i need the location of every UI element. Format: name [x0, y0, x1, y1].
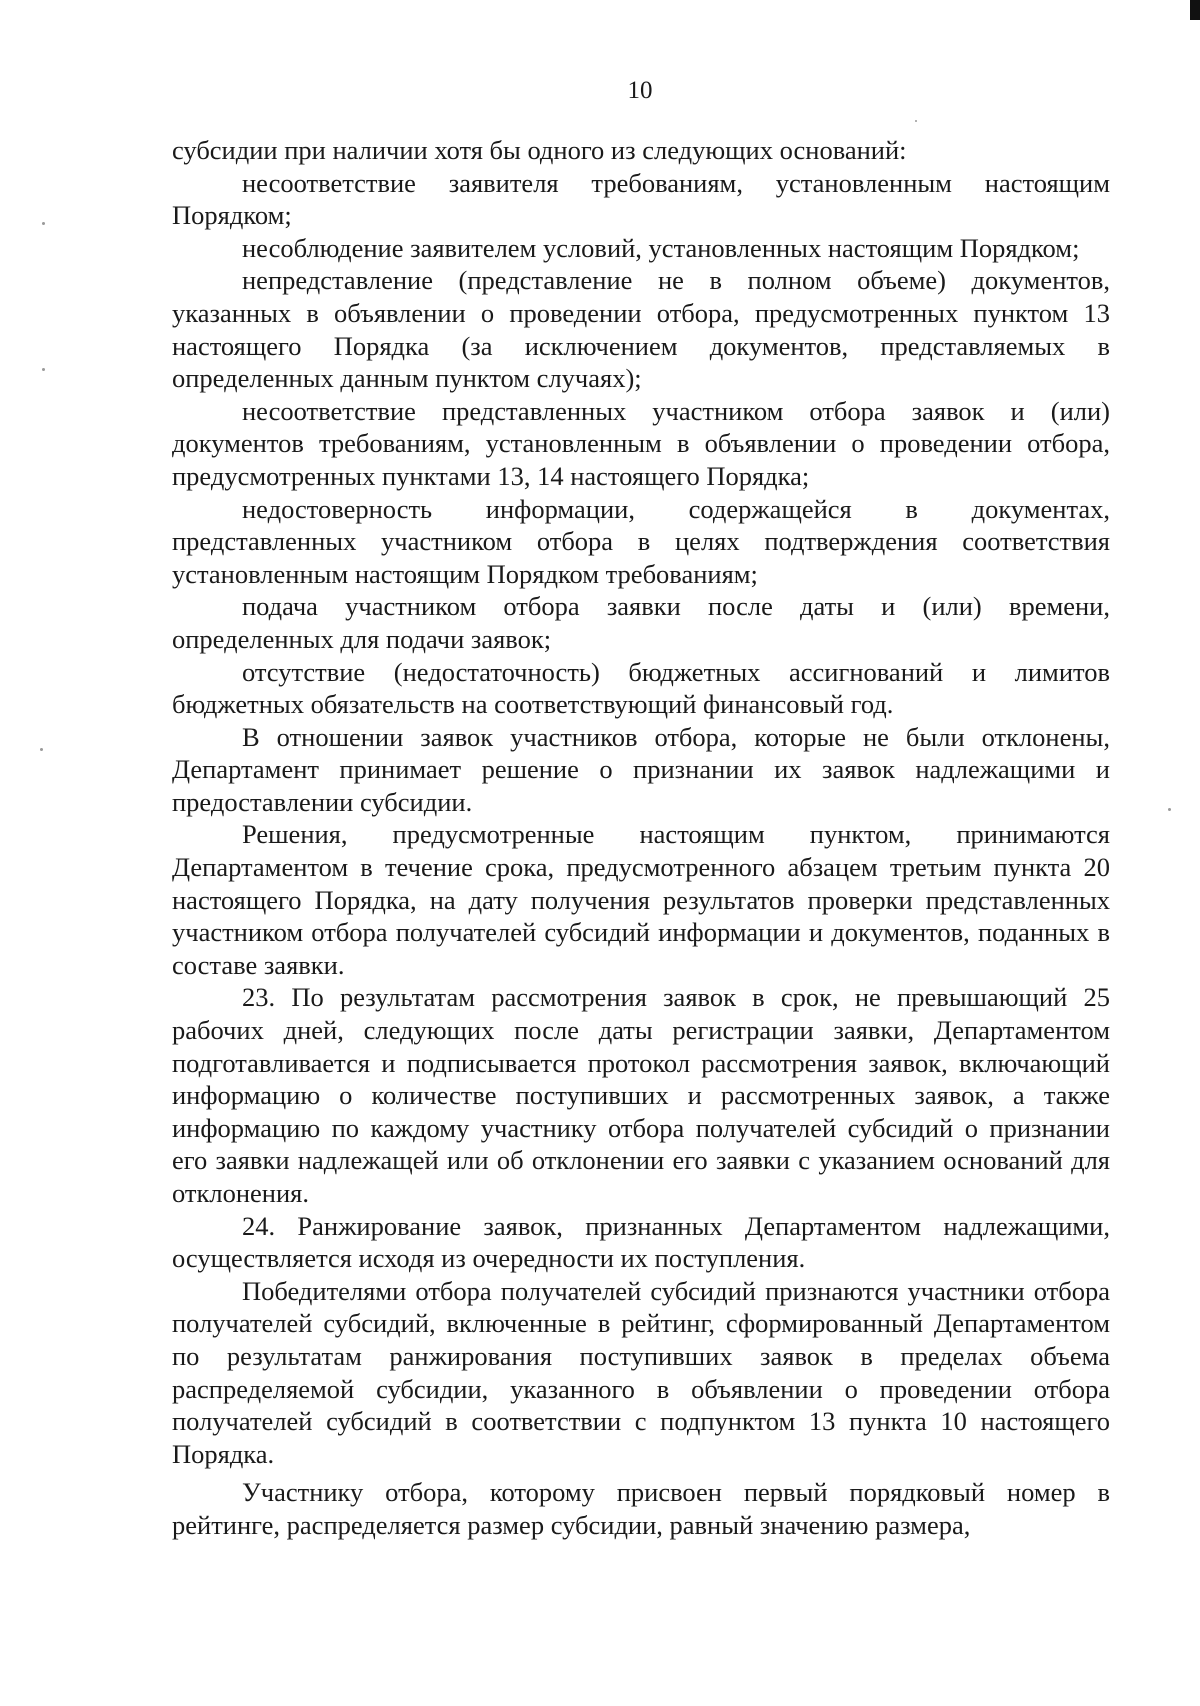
paragraph-ground-3: непредставление (представление не в полном объеме) документов, указанных в объявлении о проведении отбора, предусмотренных пунктом 13 настоящего Порядка (за исключением документов, представляемых в определенных данным пунктом случаях); [172, 265, 1110, 394]
scan-speck [915, 120, 917, 122]
paragraph-accepted-applications: В отношении заявок участников отбора, которые не были отклонены, Департамент принимает решение о признании их заявок надлежащими и предоставлении субсидии. [172, 721, 1110, 817]
paragraph-clause-24: 24. Ранжирование заявок, признанных Департаментом надлежащими, осуществляется исходя из очередности их поступления. [172, 1210, 1110, 1274]
paragraph-ground-5: недостоверность информации, содержащейся в документах, представленных участником отбора в целях подтверждения соответствия установленным настоящим Порядком требованиям; [172, 493, 1110, 589]
paragraph-ground-4: несоответствие представленных участником отбора заявок и (или) документов требованиям, установленным в объявлении о проведении отбора, предусмотренных пунктами 13, 14 настоящего Порядка; [172, 395, 1110, 491]
scan-speck [42, 222, 45, 225]
scan-edge-mark [1190, 0, 1200, 20]
paragraph-decisions: Решения, предусмотренные настоящим пунктом, принимаются Департаментом в течение срока, предусмотренного абзацем третьим пункта 20 настоящего Порядка, на дату получения результатов проверки представленных участником отбора получателей субсидий информации и документов, поданных в составе заявки. [172, 819, 1110, 980]
paragraph-ground-1: несоответствие заявителя требованиям, установленным настоящим Порядком; [172, 167, 1110, 231]
paragraph-ground-6: подача участником отбора заявки после даты и (или) времени, определенных для подачи заявок; [172, 591, 1110, 654]
paragraph-clause-23: 23. По результатам рассмотрения заявок в срок, не превышающий 25 рабочих дней, следующих после даты регистрации заявки, Департаментом подготавливается и подписывается протокол рассмотрения заявок, включающий информацию о количестве поступивших и рассмотренных заявок, а также информацию по каждому участнику отбора получателей субсидий о признании его заявки надлежащей или об отклонении его заявки с указанием оснований для отклонения. [172, 982, 1110, 1208]
paragraph-winners: Победителями отбора получателей субсидий признаются участники отбора получателей субсидий, включенные в рейтинг, сформированный Департаментом по результатам ранжирования поступивших заявок в пределах объема распределяемой субсидии, указанного в объявлении о проведении отбора получателей субсидий в соответствии с подпунктом 13 пункта 10 настоящего Порядка. [172, 1275, 1110, 1469]
scan-speck [1168, 808, 1171, 811]
scan-speck [42, 368, 45, 371]
paragraph-ground-7: отсутствие (недостаточность) бюджетных ассигнований и лимитов бюджетных обязательств на соответствующий финансовый год. [172, 656, 1110, 720]
paragraph-first-ranked: Участнику отбора, которому присвоен первый порядковый номер в рейтинге, распределяется размер субсидии, равный значению размера, [172, 1477, 1110, 1540]
scan-speck [40, 748, 43, 751]
document-body [172, 134, 1110, 1542]
paragraph-continuation: субсидии при наличии хотя бы одного из следующих оснований: [172, 135, 907, 165]
page-number: 10 [627, 77, 653, 104]
paragraph-ground-2: несоблюдение заявителем условий, установленных настоящим Порядком; [242, 232, 1080, 263]
